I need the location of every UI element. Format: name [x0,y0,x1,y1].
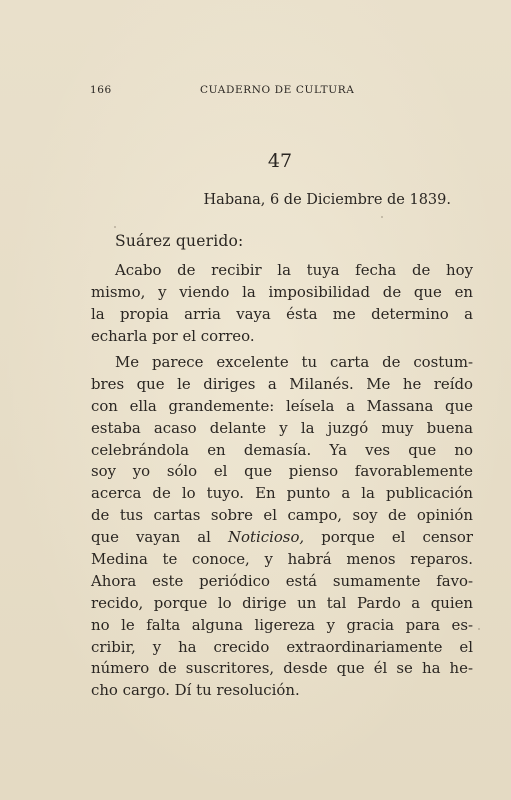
letter-body [91,260,473,707]
text-line: echarla por el correo. [91,326,255,345]
dateline: Habana, 6 de Diciembre de 1839. [203,192,451,208]
text-line: cho cargo. Dí tu resolución. [91,681,300,700]
text-line: Medina te conoce, y habrá menos reparos. [91,549,473,568]
text-line: la propia arria vaya ésta me determino a [91,304,473,323]
paper-speck [114,226,116,228]
paragraph-1 [91,260,473,348]
text-line: mismo, y viendo la imposibilidad de que en [91,282,473,301]
text-segment: que vayan al [91,528,228,547]
text-line: Ahora este periódico está sumamente favo- [91,571,473,590]
text-line: con ella grandemente: leísela a Massana que [91,396,473,415]
text-line: no le falta alguna ligereza y gracia para es- [91,615,473,634]
journal-title: CUADERNO DE CULTURA [200,84,355,96]
text-line: Acabo de recibir la tuya fecha de hoy [115,261,473,279]
paper-speck [478,628,480,630]
running-head [90,84,360,102]
text-line: estaba acaso delante y la juzgó muy buena [91,418,473,437]
salutation: Suárez querido: [115,232,244,250]
text-segment: porque el censor [304,528,473,547]
text-line: bres que le diriges a Milanés. Me he reído [91,374,473,393]
newspaper-title: Noticioso, [228,528,305,547]
text-line: soy yo sólo el que pienso favorablemente [91,462,473,481]
text-line-with-italic [91,527,473,549]
text-line: número de suscritores, desde que él se ha he- [91,659,473,678]
text-line: recido, porque lo dirige un tal Pardo a quien [91,593,473,612]
paragraph-2 [91,352,473,702]
text-line: Me parece excelente tu carta de costum- [115,352,473,371]
text-line: celebrándola en demasía. Ya ves que no [91,440,473,459]
letter-number: 47 [267,150,293,172]
page-number: 166 [90,84,112,96]
text-line: de tus cartas sobre el campo, soy de opinión [91,506,473,525]
text-line: cribir, y ha crecido extraordinariamente el [91,637,473,656]
text-line: acerca de lo tuyo. En punto a la publicación [91,484,473,503]
paper-speck [381,216,383,218]
